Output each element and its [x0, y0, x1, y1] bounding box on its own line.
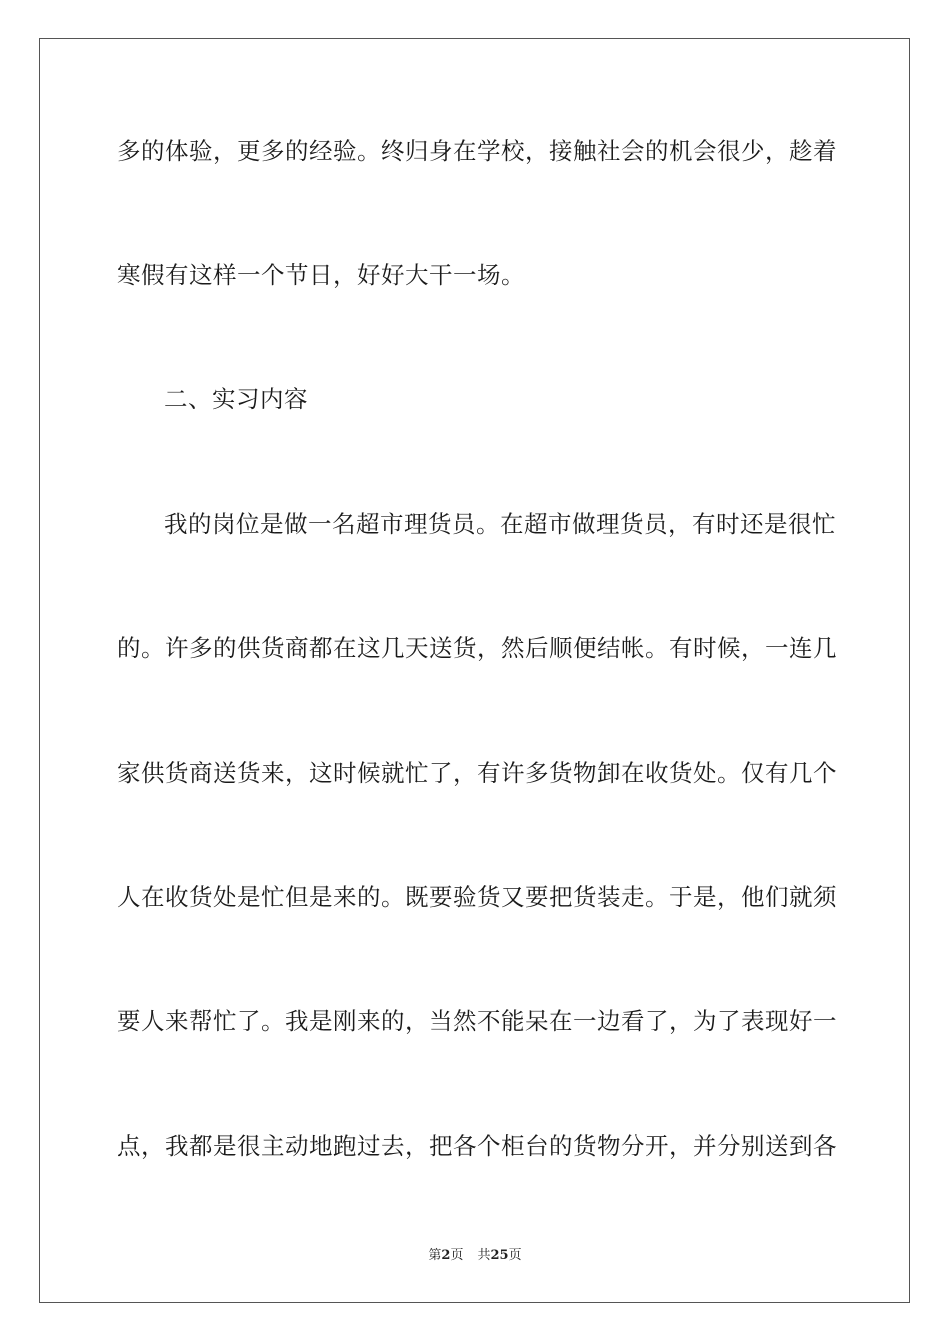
body-text-line: 寒假有这样一个节日，好好大干一场。 — [117, 261, 525, 289]
page-footer — [0, 1247, 950, 1265]
page-prefix: 第 — [428, 1248, 442, 1263]
body-text-line: 多的体验，更多的经验。终归身在学校，接触社会的机会很少，趁着 — [117, 137, 837, 165]
total-prefix: 共 — [477, 1248, 491, 1263]
page-number: 2 — [441, 1248, 451, 1263]
total-suffix: 页 — [508, 1248, 522, 1263]
body-text-line: 我的岗位是做一名超市理货员。在超市做理货员，有时还是很忙 — [164, 510, 836, 538]
section-heading: 二、实习内容 — [164, 385, 308, 413]
body-text-line: 点，我都是很主动地跑过去，把各个柜台的货物分开，并分别送到各 — [117, 1132, 837, 1160]
body-text-line: 的。许多的供货商都在这几天送货，然后顺便结帐。有时候，一连几 — [117, 634, 837, 662]
page-suffix: 页 — [450, 1248, 464, 1263]
total-pages: 25 — [490, 1248, 509, 1263]
body-text-line: 要人来帮忙了。我是刚来的，当然不能呆在一边看了，为了表现好一 — [117, 1007, 837, 1035]
page-border — [39, 38, 910, 1303]
body-text-line: 家供货商送货来，这时候就忙了，有许多货物卸在收货处。仅有几个 — [117, 759, 837, 787]
body-text-line: 人在收货处是忙但是来的。既要验货又要把货装走。于是，他们就须 — [117, 883, 837, 911]
